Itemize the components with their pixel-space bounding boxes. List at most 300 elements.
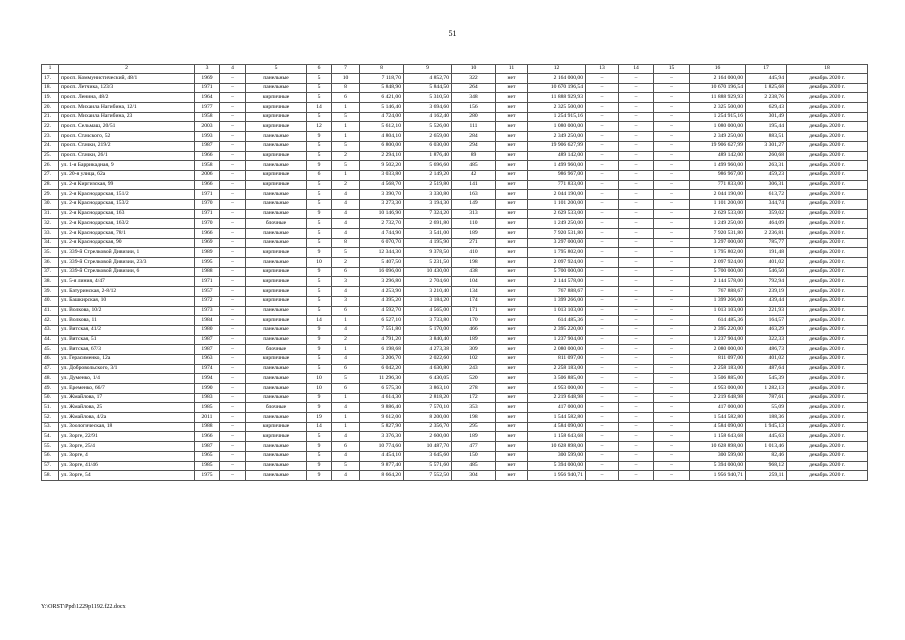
table-cell: декабрь 2020 г.	[787, 287, 868, 297]
table-cell: 489 142,00	[528, 151, 586, 161]
table-cell: –	[654, 103, 690, 113]
table-cell: нет	[496, 122, 528, 132]
table-cell: 4	[332, 190, 360, 200]
table-cell: ул. 2-я Киргизская, 99	[59, 180, 195, 190]
table-cell: просп. Коммунистический, 48/1	[59, 74, 195, 84]
table-cell: –	[586, 422, 619, 432]
table-cell: 6 800,00	[360, 141, 404, 151]
table-cell: 6 198,68	[360, 345, 404, 355]
table-cell: 1 013 103,00	[528, 306, 586, 316]
column-number: 13	[586, 65, 619, 74]
table-cell: –	[654, 335, 690, 345]
table-cell: ул. Еременко, 66/7	[59, 384, 195, 394]
table-cell: 1985	[195, 461, 220, 471]
table-cell: –	[619, 325, 654, 335]
table-cell: –	[619, 229, 654, 239]
table-cell: 4	[332, 451, 360, 461]
table-cell: декабрь 2020 г.	[787, 161, 868, 171]
table-cell: декабрь 2020 г.	[787, 83, 868, 93]
table-cell: –	[619, 316, 654, 326]
table-cell: панельные	[246, 141, 307, 151]
table-cell: 104	[452, 277, 496, 287]
table-cell: 25.	[42, 151, 59, 161]
table-cell: 4 162,40	[404, 112, 452, 122]
table-cell: 9	[307, 335, 332, 345]
table-cell: 271	[452, 238, 496, 248]
table-cell: нет	[496, 199, 528, 209]
table-cell: 11 296,30	[360, 374, 404, 384]
table-cell: –	[220, 442, 246, 452]
table-cell: 322,33	[746, 335, 787, 345]
table-row	[42, 248, 868, 258]
table-cell: –	[586, 258, 619, 268]
table-cell: 1	[332, 132, 360, 142]
table-cell: ул. Зорге, 22/91	[59, 432, 195, 442]
table-cell: –	[654, 316, 690, 326]
table-cell: –	[220, 374, 246, 384]
table-cell: 260,68	[746, 151, 787, 161]
table-cell: 348	[452, 93, 496, 103]
table-cell: 771 833,00	[528, 180, 586, 190]
table-cell: 9 378,50	[404, 248, 452, 258]
table-cell: нет	[496, 393, 528, 403]
table-cell: нет	[496, 151, 528, 161]
table-cell: –	[619, 103, 654, 113]
table-cell: 55.	[42, 442, 59, 452]
table-cell: –	[220, 451, 246, 461]
table-cell: 767 888,67	[690, 287, 746, 297]
table-cell: –	[654, 219, 690, 229]
table-cell: –	[654, 151, 690, 161]
table-cell: 1969	[195, 74, 220, 84]
table-cell: 41.	[42, 306, 59, 316]
table-cell: –	[619, 170, 654, 180]
table-row	[42, 258, 868, 268]
table-cell: 5	[307, 354, 332, 364]
table-cell: декабрь 2020 г.	[787, 422, 868, 432]
table-cell: ул. Зорге, 41/46	[59, 461, 195, 471]
table-cell: декабрь 2020 г.	[787, 432, 868, 442]
table-cell: 9	[307, 393, 332, 403]
table-cell: –	[220, 151, 246, 161]
table-cell: 5 394 000,00	[690, 461, 746, 471]
table-cell: 1958	[195, 112, 220, 122]
table-cell: 195,44	[746, 122, 787, 132]
table-cell: 8	[332, 83, 360, 93]
table-cell: 1 158 643,68	[528, 432, 586, 442]
table-cell: декабрь 2020 г.	[787, 354, 868, 364]
table-cell: кирпичные	[246, 422, 307, 432]
table-cell: 10 146,90	[360, 209, 404, 219]
table-row	[42, 364, 868, 374]
table-cell: просп. Стачского, 52	[59, 132, 195, 142]
table-cell: 57.	[42, 461, 59, 471]
table-cell: 322	[452, 74, 496, 84]
table-cell: 767 888,67	[528, 287, 586, 297]
table-cell: просп. Ленина, 48/2	[59, 93, 195, 103]
column-number: 14	[619, 65, 654, 74]
table-cell: 1964	[195, 93, 220, 103]
table-cell: –	[654, 180, 690, 190]
table-cell: декабрь 2020 г.	[787, 442, 868, 452]
table-cell: 82,46	[746, 451, 787, 461]
table-cell: 4 804,10	[360, 132, 404, 142]
table-cell: –	[619, 209, 654, 219]
table-cell: 4	[332, 325, 360, 335]
table-cell: –	[586, 93, 619, 103]
table-cell: –	[654, 432, 690, 442]
table-cell: декабрь 2020 г.	[787, 258, 868, 268]
table-cell: 1989	[195, 248, 220, 258]
table-cell: –	[619, 335, 654, 345]
table-cell: 1965	[195, 451, 220, 461]
table-cell: 5	[307, 287, 332, 297]
table-cell: 294	[452, 141, 496, 151]
table-cell: 32.	[42, 219, 59, 229]
table-cell: 56.	[42, 451, 59, 461]
table-cell: декабрь 2020 г.	[787, 219, 868, 229]
table-cell: 5 700 000,00	[528, 267, 586, 277]
table-cell: 1	[332, 422, 360, 432]
table-cell: 1970	[195, 219, 220, 229]
table-cell: 7 324,20	[404, 209, 452, 219]
table-cell: –	[586, 103, 619, 113]
table-cell: 1987	[195, 141, 220, 151]
table-cell: 2 691,80	[404, 219, 452, 229]
table-cell: 1 945,13	[746, 422, 787, 432]
table-cell: 3 506 885,00	[528, 374, 586, 384]
table-cell: ул. Герасименко, 12а	[59, 354, 195, 364]
table-cell: –	[619, 132, 654, 142]
column-number: 2	[59, 65, 195, 74]
table-cell: 14	[307, 316, 332, 326]
table-cell: кирпичные	[246, 112, 307, 122]
table-cell: –	[654, 74, 690, 84]
table-cell: кирпичные	[246, 354, 307, 364]
table-cell: –	[654, 325, 690, 335]
table-row	[42, 219, 868, 229]
table-cell: ул. Зорге, 54	[59, 471, 195, 481]
table-cell: 2 395 220,00	[690, 325, 746, 335]
table-cell: 171	[452, 306, 496, 316]
table-cell: –	[586, 306, 619, 316]
table-cell: 1 876,40	[404, 151, 452, 161]
table-cell: 2	[332, 151, 360, 161]
register-table	[41, 64, 868, 481]
table-cell: –	[619, 248, 654, 258]
table-cell: 614 485,36	[528, 316, 586, 326]
table-cell: –	[654, 190, 690, 200]
table-cell: –	[654, 170, 690, 180]
table-cell: 3 296,80	[360, 277, 404, 287]
table-cell: –	[586, 267, 619, 277]
table-cell: 313	[452, 209, 496, 219]
table-cell: 3 330,80	[404, 190, 452, 200]
table-cell: 986 967,00	[528, 170, 586, 180]
table-cell: 19	[307, 413, 332, 423]
column-number: 11	[496, 65, 528, 74]
table-cell: 3 694,60	[404, 103, 452, 113]
table-cell: –	[619, 151, 654, 161]
table-cell: нет	[496, 74, 528, 84]
table-cell: декабрь 2020 г.	[787, 229, 868, 239]
table-row	[42, 432, 868, 442]
table-cell: –	[586, 238, 619, 248]
table-cell: 2 349 250,00	[690, 132, 746, 142]
table-cell: 9 877,40	[360, 461, 404, 471]
table-cell: кирпичные	[246, 277, 307, 287]
table-cell: –	[619, 219, 654, 229]
table-cell: 2006	[195, 170, 220, 180]
table-cell: –	[220, 393, 246, 403]
table-cell: –	[654, 161, 690, 171]
table-cell: 37.	[42, 267, 59, 277]
table-cell: 309	[452, 345, 496, 355]
table-cell: блочные	[246, 345, 307, 355]
table-cell: 284	[452, 132, 496, 142]
table-cell: 35.	[42, 248, 59, 258]
table-cell: 2	[332, 258, 360, 268]
table-cell: ул. Башкирская, 10	[59, 296, 195, 306]
table-cell: 3 541,00	[404, 229, 452, 239]
table-cell: 9 886,40	[360, 403, 404, 413]
table-cell: 42	[452, 170, 496, 180]
table-cell: 5 848,90	[360, 83, 404, 93]
table-cell: 5	[307, 74, 332, 84]
table-cell: –	[220, 122, 246, 132]
table-cell: 5 612,10	[360, 122, 404, 132]
table-cell: –	[619, 451, 654, 461]
table-cell: 46.	[42, 354, 59, 364]
table-cell: 2 097 924,00	[528, 258, 586, 268]
table-cell: –	[654, 374, 690, 384]
table-cell: просп. Михаила Нагибина, 12/1	[59, 103, 195, 113]
table-cell: 1	[332, 103, 360, 113]
table-cell: 2 022,60	[404, 354, 452, 364]
table-cell: 1 249 250,00	[528, 219, 586, 229]
table-cell: 5 170,00	[404, 325, 452, 335]
table-cell: 4 791,20	[360, 335, 404, 345]
table-cell: 2 164 000,00	[528, 74, 586, 84]
table-cell: –	[619, 74, 654, 84]
table-cell: 3 733,80	[404, 316, 452, 326]
table-cell: 243	[452, 364, 496, 374]
table-cell: 47.	[42, 364, 59, 374]
table-cell: ул. 2-я Краснодарская, 90	[59, 238, 195, 248]
table-cell: –	[586, 451, 619, 461]
table-cell: –	[586, 384, 619, 394]
table-cell: ул. Жмайлова, 4/2а	[59, 413, 195, 423]
table-cell: просп. Сельмаш, 20/51	[59, 122, 195, 132]
table-cell: панельные	[246, 325, 307, 335]
table-cell: 2 097 924,00	[690, 258, 746, 268]
table-cell: 5 827,90	[360, 422, 404, 432]
table-cell: 787,61	[746, 393, 787, 403]
table-cell: –	[220, 161, 246, 171]
table-cell: –	[220, 132, 246, 142]
table-cell: –	[220, 461, 246, 471]
table-cell: просп. Михаила Нагибина, 23	[59, 112, 195, 122]
table-cell: 7 118,70	[360, 74, 404, 84]
table-cell: –	[220, 287, 246, 297]
column-number: 3	[195, 65, 220, 74]
table-cell: 10	[307, 258, 332, 268]
table-cell: –	[586, 83, 619, 93]
table-cell: 417 000,00	[528, 403, 586, 413]
table-row	[42, 83, 868, 93]
table-cell: 5 310,50	[404, 93, 452, 103]
table-cell: –	[619, 83, 654, 93]
table-cell: 3 376,30	[360, 432, 404, 442]
table-cell: нет	[496, 170, 528, 180]
table-cell: 1 080 000,00	[528, 122, 586, 132]
table-cell: –	[654, 93, 690, 103]
table-cell: –	[586, 364, 619, 374]
table-cell: 42.	[42, 316, 59, 326]
table-row	[42, 190, 868, 200]
table-cell: декабрь 2020 г.	[787, 170, 868, 180]
table-cell: –	[220, 422, 246, 432]
table-cell: 9	[307, 132, 332, 142]
table-cell: 3 297 000,00	[528, 238, 586, 248]
table-cell: 3 863,10	[404, 384, 452, 394]
table-cell: 2	[332, 180, 360, 190]
table-cell: 1971	[195, 190, 220, 200]
table-cell: кирпичные	[246, 248, 307, 258]
table-cell: кирпичные	[246, 180, 307, 190]
table-cell: просп. Стачки, 26/1	[59, 151, 195, 161]
table-cell: 304	[452, 471, 496, 481]
table-cell: 7 551,80	[360, 325, 404, 335]
table-cell: 9 502,20	[360, 161, 404, 171]
table-cell: 9 612,00	[360, 413, 404, 423]
table-row	[42, 345, 868, 355]
table-cell: –	[220, 238, 246, 248]
table-cell: 4 852,70	[404, 74, 452, 84]
table-cell: 4 724,00	[360, 112, 404, 122]
table-cell: панельные	[246, 451, 307, 461]
table-cell: нет	[496, 190, 528, 200]
table-cell: –	[654, 132, 690, 142]
table-cell: –	[654, 229, 690, 239]
table-cell: нет	[496, 345, 528, 355]
table-cell: 2 349 250,00	[528, 132, 586, 142]
table-cell: 1963	[195, 354, 220, 364]
table-cell: 110	[452, 219, 496, 229]
table-cell: 613,72	[746, 190, 787, 200]
table-cell: –	[220, 325, 246, 335]
table-cell: 3	[332, 277, 360, 287]
table-cell: 2 144 578,00	[528, 277, 586, 287]
table-row	[42, 103, 868, 113]
table-cell: 353	[452, 403, 496, 413]
table-cell: нет	[496, 238, 528, 248]
table-cell: нет	[496, 267, 528, 277]
table-cell: 11 888 929,93	[528, 93, 586, 103]
table-row	[42, 422, 868, 432]
table-cell: 5	[307, 141, 332, 151]
table-cell: 10 628 898,00	[528, 442, 586, 452]
table-cell: панельные	[246, 335, 307, 345]
table-cell: –	[220, 296, 246, 306]
table-cell: 5	[332, 248, 360, 258]
table-cell: панельные	[246, 393, 307, 403]
table-cell: нет	[496, 93, 528, 103]
table-cell: декабрь 2020 г.	[787, 461, 868, 471]
table-cell: 5	[307, 229, 332, 239]
table-cell: 9	[307, 248, 332, 258]
table-cell: 8	[332, 238, 360, 248]
table-cell: нет	[496, 287, 528, 297]
table-cell: ул. 2-я Краснодарская, 163	[59, 209, 195, 219]
table-cell: кирпичные	[246, 267, 307, 277]
table-cell: –	[654, 258, 690, 268]
table-cell: 1971	[195, 277, 220, 287]
table-cell: 33.	[42, 229, 59, 239]
table-cell: панельные	[246, 258, 307, 268]
table-cell: 36.	[42, 258, 59, 268]
table-cell: 438	[452, 267, 496, 277]
table-cell: 16 096,00	[360, 267, 404, 277]
table-cell: декабрь 2020 г.	[787, 122, 868, 132]
table-cell: ул. Зоологическая, 18	[59, 422, 195, 432]
table-cell: –	[654, 451, 690, 461]
table-cell: нет	[496, 132, 528, 142]
column-number: 12	[528, 65, 586, 74]
table-cell: 263,31	[746, 161, 787, 171]
table-cell: ул. Зорге, 4	[59, 451, 195, 461]
table-cell: 164,57	[746, 316, 787, 326]
table-cell: 3 273,30	[360, 199, 404, 209]
table-cell: –	[654, 83, 690, 93]
table-cell: 5	[307, 306, 332, 316]
table-cell: 614 485,36	[690, 316, 746, 326]
table-cell: 9	[307, 161, 332, 171]
table-cell: 10 430,00	[404, 267, 452, 277]
table-cell: декабрь 2020 г.	[787, 335, 868, 345]
table-cell: 4	[332, 354, 360, 364]
table-cell: 5	[307, 219, 332, 229]
table-cell: 163	[452, 190, 496, 200]
table-cell: 1 956 940,71	[690, 471, 746, 481]
table-cell: 401,02	[746, 354, 787, 364]
table-cell: –	[654, 413, 690, 423]
table-cell: –	[220, 258, 246, 268]
table-cell: панельные	[246, 374, 307, 384]
table-cell: 1 499 960,00	[528, 161, 586, 171]
column-number: 8	[360, 65, 404, 74]
table-cell: 11 888 929,93	[690, 93, 746, 103]
table-cell: 6	[332, 306, 360, 316]
table-cell: 1987	[195, 345, 220, 355]
table-cell: 477	[452, 442, 496, 452]
table-cell: 4 630,80	[404, 364, 452, 374]
table-cell: –	[586, 74, 619, 84]
table-cell: декабрь 2020 г.	[787, 209, 868, 219]
table-cell: –	[220, 345, 246, 355]
table-cell: панельные	[246, 364, 307, 374]
table-cell: 306,31	[746, 180, 787, 190]
table-cell: 2 356,70	[404, 422, 452, 432]
table-cell: панельные	[246, 413, 307, 423]
table-cell: 4 253,90	[360, 287, 404, 297]
table-cell: 1 237 904,00	[690, 335, 746, 345]
table-cell: –	[619, 93, 654, 103]
table-cell: 986 967,00	[690, 170, 746, 180]
table-cell: ул. Вятская, 51	[59, 335, 195, 345]
table-cell: 1 795 802,00	[528, 248, 586, 258]
table-cell: 4 395,20	[360, 296, 404, 306]
